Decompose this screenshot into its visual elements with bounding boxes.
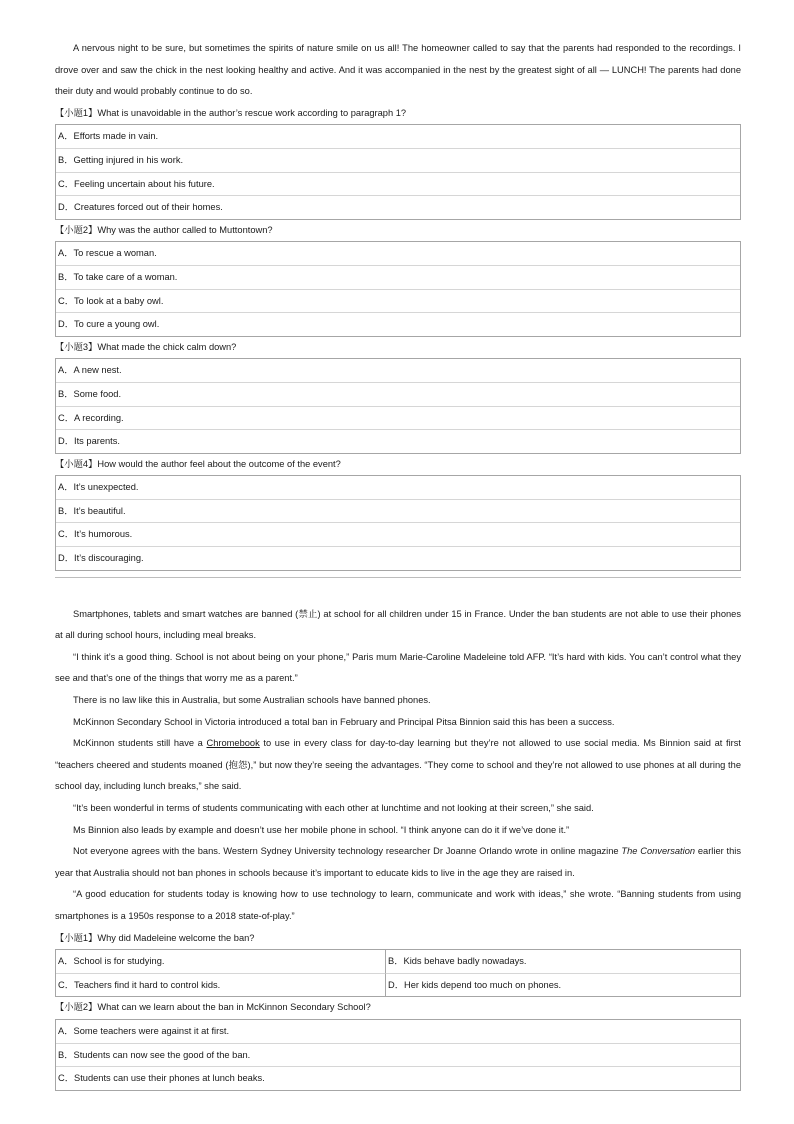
option-b[interactable]: B．Getting injured in his work. xyxy=(56,148,740,172)
passage2-paragraph-2: “I think it’s a good thing. School is not about being on your phone,” Paris mum Marie-Caroline Madeleine told AFP. “It’s hard with kids. You can’t control what they see and that’s one of the things that worry me as a parent.” xyxy=(55,651,741,684)
option-c[interactable]: C．A recording. xyxy=(56,406,740,430)
option-b[interactable]: B．It’s beautiful. xyxy=(56,499,740,523)
section-gap xyxy=(55,578,741,604)
text-span: to use in every class for day-to-day learning but they’re not allowed to use social media. Ms Binnion said at first “teachers cheered and students moaned (抱怨),” but now they’re seeing the advantages. “They come to school and they’re not allowed to use phones at all during the school day, including lunch breaks,” she said. xyxy=(55,738,741,792)
options-box xyxy=(55,475,741,570)
passage2-paragraph-6: “It’s been wonderful in terms of students communicating with each other at lunchtime and not looking at their screen,” she said. xyxy=(73,803,594,813)
magazine-title: The Conversation xyxy=(621,846,696,857)
option-d[interactable]: D．Creatures forced out of their homes. xyxy=(56,195,740,219)
question-2 xyxy=(55,220,741,337)
passage1-paragraph: A nervous night to be sure, but sometimes the spirits of nature smile on us all! The homeowner called to say that the parents had responded to the recordings. I drove over and saw the chick in the nest looking healthy and active. And it was accompanied in the nest by the greatest sight of all — LUNCH! The parents had done their duty and would probably continue to do so. xyxy=(55,43,741,97)
option-a[interactable]: A．Efforts made in vain. xyxy=(58,131,159,142)
passage2-paragraph-8 xyxy=(55,841,741,884)
text-span: earlier this year that Australia should not ban phones in schools because it’s important to educate kids to live in the age they are raised in. xyxy=(55,846,742,878)
question-label: 【小题1】What is unavoidable in the author’s rescue work according to paragraph 1? xyxy=(55,107,407,118)
option-b[interactable]: B．Students can now see the good of the ban. xyxy=(56,1043,740,1067)
option-d[interactable]: D．Its parents. xyxy=(56,429,740,453)
options-box xyxy=(55,124,741,219)
question-label: 【小题3】What made the chick calm down? xyxy=(55,341,237,352)
passage2-paragraph-9: “A good education for students today is knowing how to use technology to learn, communicate and work with ideas,” she wrote. “Banning students from using smartphones is a 1950s response to a 2018 state-of-play.” xyxy=(55,889,741,921)
options-grid xyxy=(55,949,741,997)
option-a[interactable]: A．It’s unexpected. xyxy=(58,482,139,493)
option-b[interactable]: B．Kids behave badly nowadays. xyxy=(388,956,527,967)
text-span: McKinnon students still have a xyxy=(73,738,207,749)
options-box xyxy=(55,1019,741,1091)
option-c[interactable]: C．It’s humorous. xyxy=(56,522,740,546)
question-3 xyxy=(55,337,741,454)
question-label: 【小题4】How would the author feel about the outcome of the event? xyxy=(55,458,341,469)
passage2-paragraph-7: Ms Binnion also leads by example and doesn’t use her mobile phone in school. “I think anyone can do it if we’ve done it.” xyxy=(73,824,570,835)
passage2-paragraph-4: McKinnon Secondary School in Victoria introduced a total ban in February and Principal Pitsa Binnion said this has been a success. xyxy=(73,716,615,727)
question-label: 【小题2】What can we learn about the ban in McKinnon Secondary School? xyxy=(55,1002,371,1013)
option-c[interactable]: C．Teachers find it hard to control kids. xyxy=(56,973,386,997)
option-c[interactable]: C．Students can use their phones at lunch beaks. xyxy=(56,1066,740,1090)
question-label: 【小题1】Why did Madeleine welcome the ban? xyxy=(55,932,255,943)
passage2-paragraph-5 xyxy=(55,733,741,798)
question-1 xyxy=(55,103,741,220)
option-d[interactable]: D．It’s discouraging. xyxy=(56,546,740,570)
question-4 xyxy=(55,454,741,571)
option-a[interactable]: A．A new nest. xyxy=(58,365,122,376)
text-span: Not everyone agrees with the bans. Western Sydney University technology researcher Dr Joanne Orlando wrote in online magazine xyxy=(73,846,622,857)
option-c[interactable]: C．To look at a baby owl. xyxy=(56,289,740,313)
passage2-question-1 xyxy=(55,928,741,998)
option-d[interactable]: D．To cure a young owl. xyxy=(56,312,740,336)
options-box xyxy=(55,358,741,453)
option-b[interactable]: B．Some food. xyxy=(56,382,740,406)
document-page xyxy=(55,38,741,1091)
question-label: 【小题2】Why was the author called to Muttontown? xyxy=(55,224,273,235)
passage2-paragraph-3: There is no law like this in Australia, but some Australian schools have banned phones. xyxy=(73,695,431,706)
chromebook-underlined-word: Chromebook xyxy=(206,738,260,749)
option-a[interactable]: A．To rescue a woman. xyxy=(58,248,157,259)
option-b[interactable]: B．To take care of a woman. xyxy=(56,265,740,289)
option-c[interactable]: C．Feeling uncertain about his future. xyxy=(56,172,740,196)
passage2-paragraph-1: Smartphones, tablets and smart watches are banned (禁止) at school for all children under 15 in France. Under the ban students are not able to use their phones at all during school hours, including meal breaks. xyxy=(55,608,741,641)
passage2-question-2 xyxy=(55,997,741,1090)
option-d[interactable]: D．Her kids depend too much on phones. xyxy=(386,973,740,997)
option-a[interactable]: A．School is for studying. xyxy=(56,950,386,973)
options-box xyxy=(55,241,741,336)
option-a[interactable]: A．Some teachers were against it at first. xyxy=(58,1025,230,1036)
